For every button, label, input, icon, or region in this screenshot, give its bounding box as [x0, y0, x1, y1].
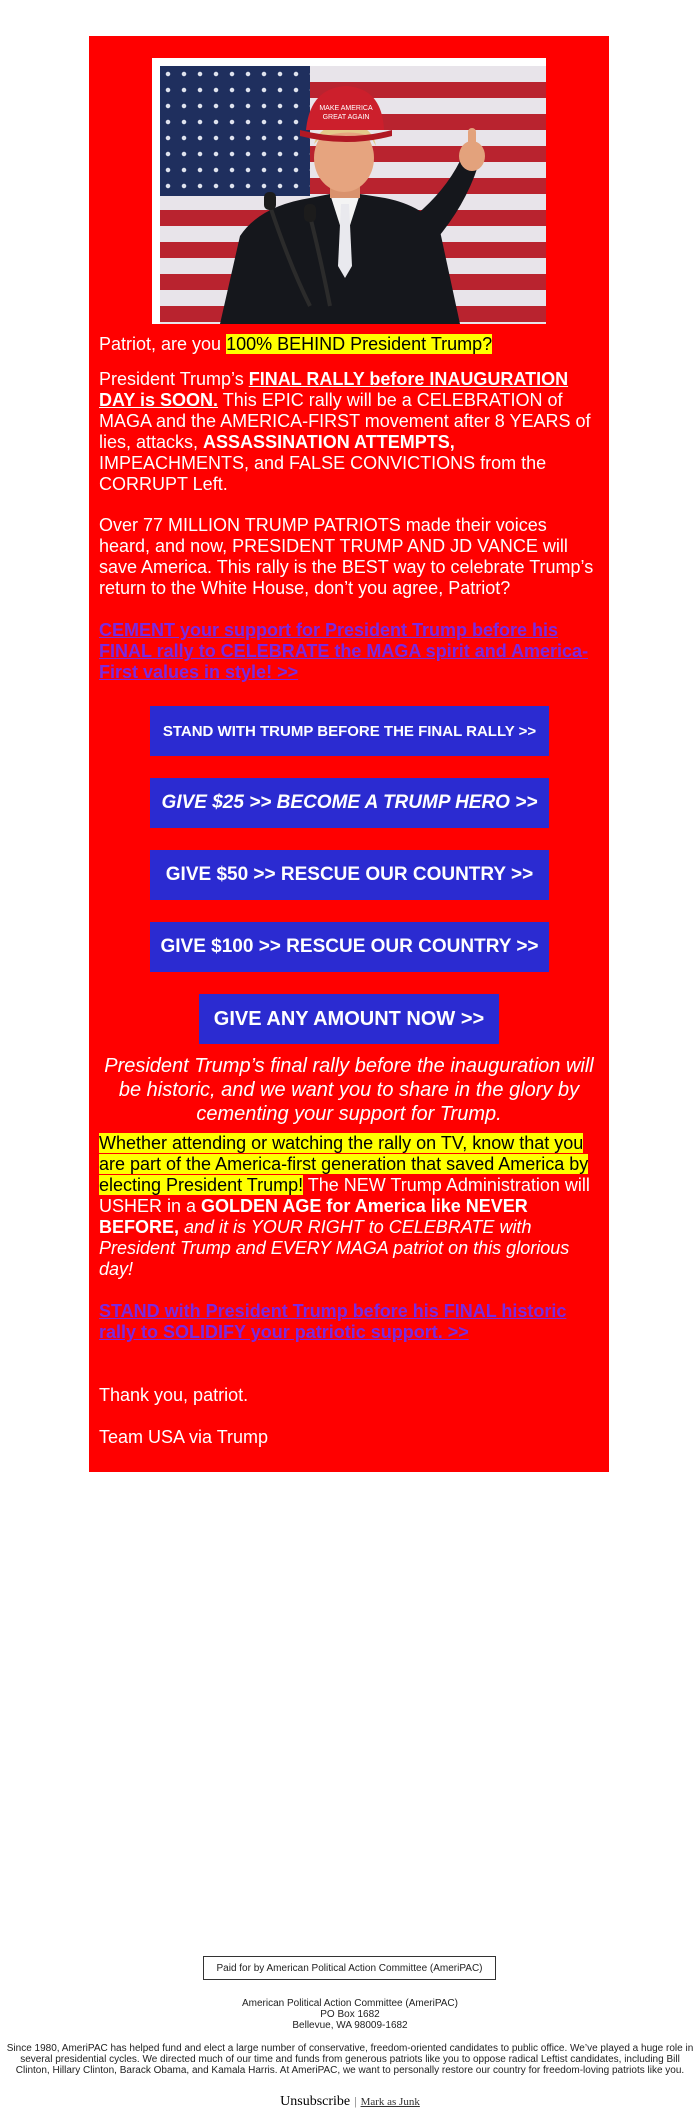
paid-for-by-box: Paid for by American Political Action Committee (AmeriPAC) [203, 1956, 496, 1980]
signoff-thanks: Thank you, patriot. [99, 1385, 249, 1405]
unsubscribe-link[interactable]: Unsubscribe [280, 2094, 351, 2109]
footer-links [0, 2092, 700, 2110]
stand-with-trump-link[interactable]: STAND with President Trump before his FINAL historic rally to SOLIDIFY your patriotic support. >> [99, 1301, 567, 1342]
hero-photo [160, 66, 546, 324]
hero-image-frame [152, 58, 546, 324]
para1-prefix: President Trump’s [99, 369, 249, 389]
footer-about: Since 1980, AmeriPAC has helped fund and elect a large number of conservative, freedom-oriented candidates to public office. We’ve played a huge role in several presidential cycles. We directed much of our time and funds from generous patriots like you to oppose radical Leftist candidates, including Bill Clinton, Hillary Clinton, Barack Obama, and Kamala Harris. At AmeriPAC, we want to personally restore our country for freedom-loving patriots like you. [6, 2043, 694, 2076]
email-body [89, 36, 609, 1472]
cement-support-link[interactable]: CEMENT your support for President Trump before his FINAL rally to CELEBRATE the MAGA spirit and America-First values in style! >> [99, 620, 589, 682]
intro-prefix: Patriot, are you [99, 334, 227, 354]
para1-suffix: IMPEACHMENTS, and FALSE CONVICTIONS from the CORRUPT Left. [99, 453, 547, 494]
footer-separator: | [354, 2094, 357, 2108]
give-25-button[interactable]: GIVE $25 >> BECOME A TRUMP HERO >> [150, 778, 549, 828]
give-50-button[interactable]: GIVE $50 >> RESCUE OUR COUNTRY >> [150, 850, 549, 900]
para1-bold: ASSASSINATION ATTEMPTS, [203, 432, 455, 452]
para3-bold: GOLDEN AGE for America like NEVER BEFORE, [99, 1196, 528, 1237]
paragraph-final-rally [99, 369, 599, 495]
para1-underlined: FINAL RALLY before INAUGURATION DAY is SOON. [99, 369, 569, 410]
hat-text-line-1: MAKE AMERICA [319, 105, 373, 112]
trump-at-podium-image [160, 66, 546, 324]
mark-as-junk-link[interactable]: Mark as Junk [360, 2096, 420, 2108]
paragraph-golden-age [99, 1133, 599, 1280]
intro-question [99, 334, 599, 355]
hat-text-line-2: GREAT AGAIN [322, 114, 370, 121]
para1-middle: This EPIC rally will be a CELEBRATION of MAGA and the AMERICA-FIRST movement after 8 YEARS of lies, attacks, [99, 390, 591, 452]
footer-org: American Political Action Committee (AmeriPAC) [242, 1998, 458, 2009]
stand-with-trump-button[interactable]: STAND WITH TRUMP BEFORE THE FINAL RALLY >> [150, 706, 549, 756]
paragraph-77-million: Over 77 MILLION TRUMP PATRIOTS made their voices heard, and now, PRESIDENT TRUMP AND JD VANCE will save America. This rally is the BEST way to celebrate Trump’s return to the White House, don’t you agree, Patriot? [99, 515, 594, 598]
italic-rally-message: President Trump’s final rally before the inauguration will be historic, and we want you to share in the glory by cementing your support for Trump. [104, 1055, 594, 1125]
para3-middle: The NEW Trump Administration will USHER in a [99, 1175, 590, 1216]
give-100-button[interactable]: GIVE $100 >> RESCUE OUR COUNTRY >> [150, 922, 549, 972]
footer-po-box: PO Box 1682 [320, 2009, 380, 2020]
para3-italic: and it is YOUR RIGHT to CELEBRATE with President Trump and EVERY MAGA patriot on this glorious day! [99, 1217, 570, 1279]
give-any-amount-button[interactable]: GIVE ANY AMOUNT NOW >> [199, 994, 499, 1044]
stand-with-trump-link-wrap [99, 1301, 599, 1343]
para3-highlight: Whether attending or watching the rally on TV, know that you are part of the America-first generation that saved America by electing President Trump! [99, 1133, 589, 1195]
signoff-team: Team USA via Trump [99, 1427, 269, 1447]
intro-highlight: 100% BEHIND President Trump? [226, 334, 493, 354]
footer-city: Bellevue, WA 98009-1682 [292, 2020, 408, 2031]
cement-support-link-wrap [99, 620, 599, 683]
